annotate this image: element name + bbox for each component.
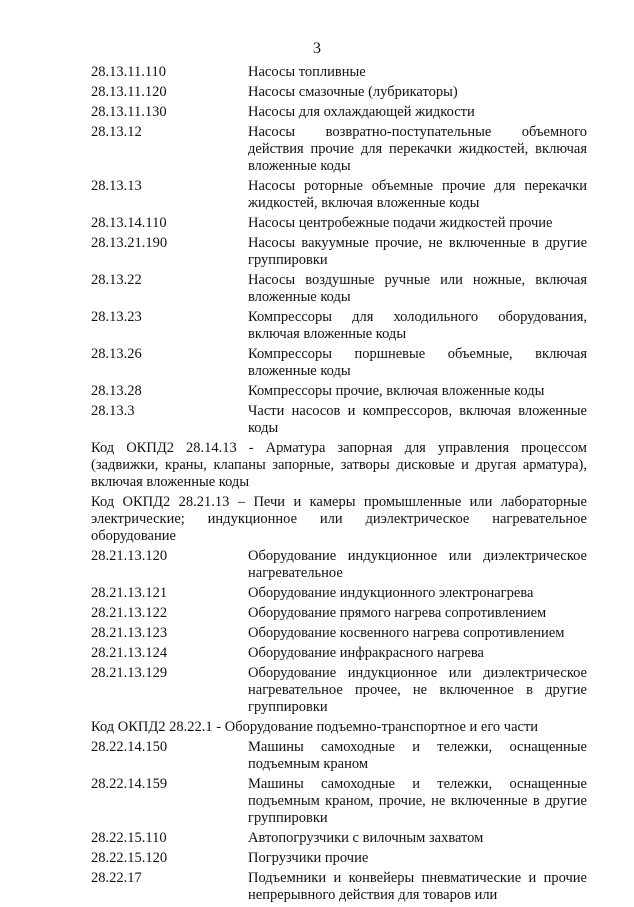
- okpd-description: Оборудование индукционного электронагрева: [248, 585, 534, 601]
- okpd-description: Оборудование индукционное или диэлектрическое нагревательное: [248, 548, 587, 581]
- okpd-description: Подъемники и конвейеры пневматические и прочие непрерывного действия для товаров или: [248, 870, 587, 903]
- okpd-entry: [91, 383, 587, 400]
- okpd-code: 28.13.3: [91, 403, 135, 419]
- okpd-code: 28.21.13.120: [91, 548, 168, 564]
- okpd-entry: [91, 665, 587, 716]
- okpd-entry: [91, 104, 587, 121]
- okpd-code: 28.22.17: [91, 870, 142, 886]
- okpd-description: Оборудование инфракрасного нагрева: [248, 645, 484, 661]
- okpd-description: Оборудование косвенного нагрева сопротивлением: [248, 625, 565, 641]
- okpd-entry: [91, 870, 587, 904]
- okpd-code: 28.21.13.123: [91, 625, 168, 641]
- okpd-entry: [91, 178, 587, 212]
- okpd-code: 28.22.14.150: [91, 739, 168, 755]
- okpd-code: 28.22.14.159: [91, 776, 168, 792]
- okpd-description: Насосы роторные объемные прочие для перекачки жидкостей, включая вложенные коды: [248, 178, 587, 211]
- okpd-description: Насосы воздушные ручные или ножные, включая вложенные коды: [248, 272, 587, 305]
- okpd-description: Насосы смазочные (лубрикаторы): [248, 84, 458, 100]
- okpd-description: Компрессоры прочие, включая вложенные коды: [248, 383, 545, 399]
- okpd-description: Насосы вакуумные прочие, не включенные в другие группировки: [248, 235, 587, 268]
- okpd-entry: [91, 548, 587, 582]
- okpd-description: Машины самоходные и тележки, оснащенные подъемным краном, прочие, не включенные в другие группировки: [248, 776, 587, 826]
- section-heading: Код ОКПД2 28.21.13 – Печи и камеры промышленные или лабораторные электрические; индукционное или диэлектрическое нагревательное оборудование: [91, 494, 587, 544]
- okpd-entry: [91, 739, 587, 773]
- okpd-code: 28.22.15.120: [91, 850, 168, 866]
- okpd-description: Части насосов и компрессоров, включая вложенные коды: [248, 403, 587, 436]
- okpd-code: 28.13.22: [91, 272, 142, 288]
- okpd-code: 28.13.14.110: [91, 215, 167, 231]
- okpd-description: Погрузчики прочие: [248, 850, 369, 866]
- okpd-entry: [91, 309, 587, 343]
- okpd-entry: [91, 850, 587, 867]
- okpd-code: 28.13.11.130: [91, 104, 167, 120]
- okpd-description: Компрессоры для холодильного оборудования, включая вложенные коды: [248, 309, 587, 342]
- okpd-code: 28.13.28: [91, 383, 142, 399]
- okpd-code: 28.22.15.110: [91, 830, 167, 846]
- okpd-entry: [91, 625, 587, 642]
- okpd-code: 28.21.13.129: [91, 665, 168, 681]
- okpd-entry: [91, 830, 587, 847]
- okpd-entry: [91, 346, 587, 380]
- okpd-entry: [91, 585, 587, 602]
- okpd-entry: [91, 272, 587, 306]
- page-number: 3: [313, 40, 321, 57]
- okpd-description: Оборудование прямого нагрева сопротивлением: [248, 605, 547, 621]
- okpd-description: Машины самоходные и тележки, оснащенные подъемным краном: [248, 739, 587, 772]
- okpd-description: Насосы возвратно-поступательные объемного действия прочие для перекачки жидкостей, включая вложенные коды: [248, 124, 587, 174]
- section-heading: Код ОКПД2 28.14.13 - Арматура запорная для управления процессом (задвижки, краны, клапаны запорные, затворы дисковые и другая арматура), включая вложенные коды: [91, 440, 587, 490]
- okpd-description: Оборудование индукционное или диэлектрическое нагревательное прочее, не включенное в другие группировки: [248, 665, 587, 715]
- okpd-code: 28.13.12: [91, 124, 142, 140]
- okpd-description: Насосы топливные: [248, 64, 366, 80]
- okpd-code: 28.21.13.121: [91, 585, 168, 601]
- okpd-entry: [91, 645, 587, 662]
- okpd-entry: [91, 605, 587, 622]
- okpd-entry: [91, 776, 587, 827]
- okpd-description: Насосы для охлаждающей жидкости: [248, 104, 475, 120]
- okpd-code: 28.21.13.122: [91, 605, 168, 621]
- okpd-entry: [91, 403, 587, 437]
- okpd-description: Компрессоры поршневые объемные, включая вложенные коды: [248, 346, 587, 379]
- okpd-entry: [91, 124, 587, 175]
- okpd-code: 28.13.13: [91, 178, 142, 194]
- okpd-code: 28.13.11.120: [91, 84, 167, 100]
- okpd-code: 28.13.21.190: [91, 235, 168, 251]
- okpd-code: 28.21.13.124: [91, 645, 168, 661]
- okpd-description: Автопогрузчики с вилочным захватом: [248, 830, 484, 846]
- okpd-description: Насосы центробежные подачи жидкостей прочие: [248, 215, 553, 231]
- document-body: [91, 64, 587, 907]
- okpd-code: 28.13.26: [91, 346, 142, 362]
- okpd-code: 28.13.23: [91, 309, 142, 325]
- okpd-entry: [91, 64, 587, 81]
- section-heading: Код ОКПД2 28.22.1 - Оборудование подъемно-транспортное и его части: [91, 719, 539, 735]
- okpd-code: 28.13.11.110: [91, 64, 167, 80]
- okpd-entry: [91, 84, 587, 101]
- okpd-entry: [91, 215, 587, 232]
- okpd-entry: [91, 235, 587, 269]
